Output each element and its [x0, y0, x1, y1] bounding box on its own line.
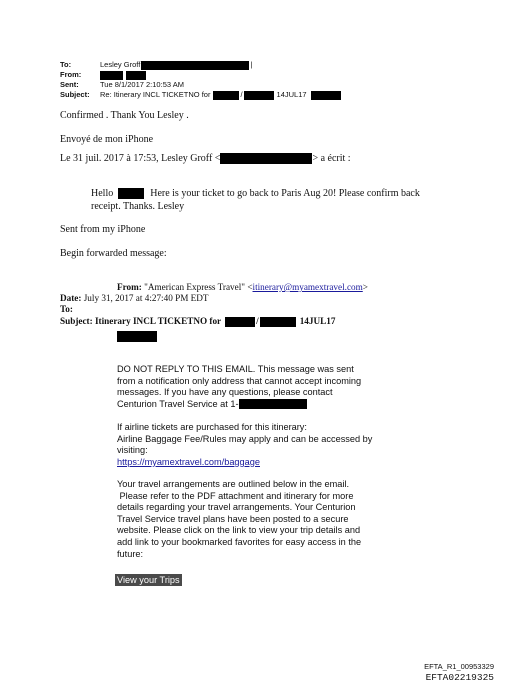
notice-paragraph-2: If airline tickets are purchased for this itinerary: Airline Baggage Fee/Rules may apply and can be accessed by visiting: https://myamextravel.com/baggage [117, 422, 373, 467]
fwd-to-row: To: [60, 304, 73, 314]
subject-value: Re: Itinerary INCL TICKETNO for [100, 90, 211, 99]
reply-line-1: Confirmed . Thank You Lesley . [60, 110, 189, 121]
begin-forwarded: Begin forwarded message: [60, 248, 167, 259]
redaction [244, 91, 274, 100]
redaction [213, 91, 239, 100]
footer-id-2: EFTA02219325 [425, 672, 494, 683]
header-subject-row: Subject: Re: Itinerary INCL TICKETNO for / 14JUL17 [60, 90, 341, 100]
from-label: From: [60, 70, 82, 79]
redaction [225, 317, 255, 327]
quoted-line-1: Hello Here is your ticket to go back to Paris Aug 20! Please confirm back [91, 188, 420, 199]
redaction [239, 399, 307, 409]
quoted-line-2: receipt. Thanks. Lesley [91, 201, 185, 212]
redaction [117, 327, 157, 345]
notice-paragraph-1: DO NOT REPLY TO THIS EMAIL. This message was sent from a notification only address that cannot accept incoming messages. If you have any questions, please contact Centurion Travel Service at 1- [117, 364, 362, 409]
reply-line-2: Envoyé de mon iPhone [60, 134, 154, 145]
header-from-row [60, 70, 146, 80]
redaction [126, 71, 146, 80]
redaction [118, 188, 144, 199]
view-trips-button[interactable] [115, 570, 182, 588]
fwd-subject-row: Subject: Itinerary INCL TICKETNO for / 14JUL17 [60, 316, 336, 326]
fwd-date-row: Date: July 31, 2017 at 4:27:40 PM EDT [60, 293, 209, 303]
from-email-link[interactable]: itinerary@myamextravel.com [252, 282, 363, 292]
quote-intro: Le 31 juil. 2017 à 17:53, Lesley Groff < > a écrit : [60, 153, 351, 164]
header-to-row: To: Lesley Groff | [60, 60, 253, 69]
header-sent-row [60, 80, 184, 89]
view-trips-label[interactable]: View your Trips [117, 575, 180, 585]
notice-paragraph-3: Your travel arrangements are outlined below in the email. Please refer to the PDF attachment and itinerary for more details regarding your travel arrangements. Your Centurion Travel Service travel plans have been posted to a secure website. Please click on the link to view your trip details and add link to your bookmarked favorites for easy access in the future: [117, 479, 362, 559]
redaction [220, 153, 312, 164]
redaction [141, 61, 249, 70]
sent-value: Tue 8/1/2017 2:10:53 AM [100, 80, 184, 89]
subject-date: 14JUL17 [276, 90, 307, 99]
redaction [100, 71, 123, 80]
baggage-link[interactable]: https://myamextravel.com/baggage [117, 456, 260, 467]
footer-id-1: EFTA_R1_00953329 [424, 662, 494, 671]
to-label: To: [60, 60, 72, 69]
redaction [311, 91, 341, 100]
fwd-from-row: From: "American Express Travel" <itinerary@myamextravel.com> [117, 282, 368, 292]
sent-label: Sent: [60, 80, 79, 89]
redaction [260, 317, 296, 327]
subject-label: Subject: [60, 90, 90, 99]
to-value: Lesley Groff [100, 60, 141, 69]
sent-from-iphone: Sent from my iPhone [60, 224, 146, 235]
